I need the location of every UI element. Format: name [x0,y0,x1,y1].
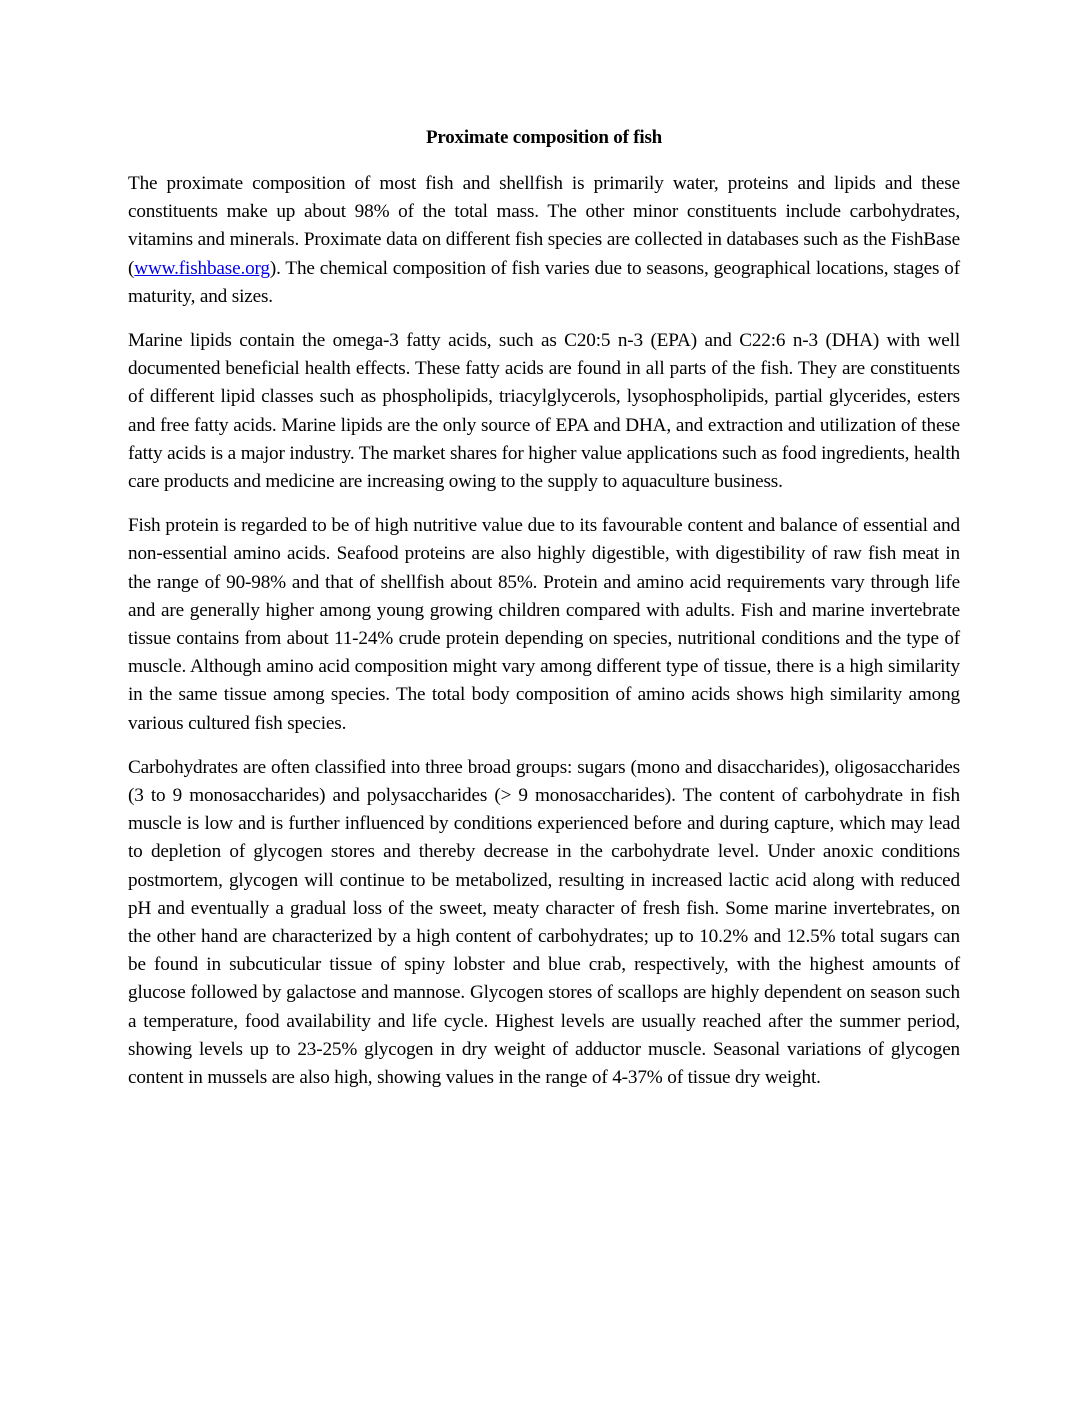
document-title: Proximate composition of fish [425,127,663,148]
paragraph-text: ). The chemical composition of fish varies due to seasons, geographical locations, stages of maturity, and sizes. [128,257,960,307]
paragraph-marine-lipids: Marine lipids contain the omega-3 fatty acids, such as C20:5 n-3 (EPA) and C22:6 n-3 (DHA) with well documented beneficial health effects. These fatty acids are found in all parts of the fish. They are constituents of different lipid classes such as phospholipids, triacylglycerols, lysophospholipids, partial glycerides, esters and free fatty acids. Marine lipids are the only source of EPA and DHA, and extraction and utilization of these fatty acids is a major industry. The market shares for higher value applications such as food ingredients, health care products and medicine are increasing owing to the supply to aquaculture business. [128,330,960,493]
paragraph-carbohydrates: Carbohydrates are often classified into three broad groups: sugars (mono and disaccharides), oligosaccharides (3 to 9 monosaccharides) and polysaccharides (> 9 monosaccharides). The content of carbohydrate in fish muscle is low and is further influenced by conditions experienced before and during capture, which may lead to depletion of glycogen stores and thereby decrease in the carbohydrate level. Under anoxic conditions postmortem, glycogen will continue to be metabolized, resulting in increased lactic acid along with reduced pH and eventually a gradual loss of the sweet, meaty character of fresh fish. Some marine invertebrates, on the other hand are characterized by a high content of carbohydrates; up to 10.2% and 12.5% total sugars can be found in subcuticular tissue of spiny lobster and blue crab, respectively, with the highest amounts of glucose followed by galactose and mannose. Glycogen stores of scallops are highly dependent on season such a temperature, food availability and life cycle. Highest levels are usually reached after the summer period, showing levels up to 23-25% glycogen in dry weight of adductor muscle. Seasonal variations of glycogen content in mussels are also high, showing values in the range of 4-37% of tissue dry weight. [128,756,960,1089]
paragraph-text: The proximate composition of most fish and shellfish is primarily water, proteins and lipids and these constituents make up about 98% of the total mass. The other minor constituents include carbohydrates, vitamins and minerals. Proximate data on different fish species are collected in databases such as the FishBase ( [128,173,960,279]
fishbase-link[interactable]: www.fishbase.org [134,257,270,279]
document-page [128,124,960,1108]
paragraph-fish-protein: Fish protein is regarded to be of high nutritive value due to its favourable content and balance of essential and non-essential amino acids. Seafood proteins are also highly digestible, with digestibility of raw fish meat in the range of 90-98% and that of shellfish about 85%. Protein and amino acid requirements vary through life and are generally higher among young growing children compared with adults. Fish and marine invertebrate tissue contains from about 11-24% crude protein depending on species, nutritional conditions and the type of muscle. Although amino acid composition might vary among different type of tissue, there is a high similarity in the same tissue among species. The total body composition of amino acids shows high similarity among various cultured fish species. [128,515,960,734]
paragraph-proximate-composition [128,170,960,311]
